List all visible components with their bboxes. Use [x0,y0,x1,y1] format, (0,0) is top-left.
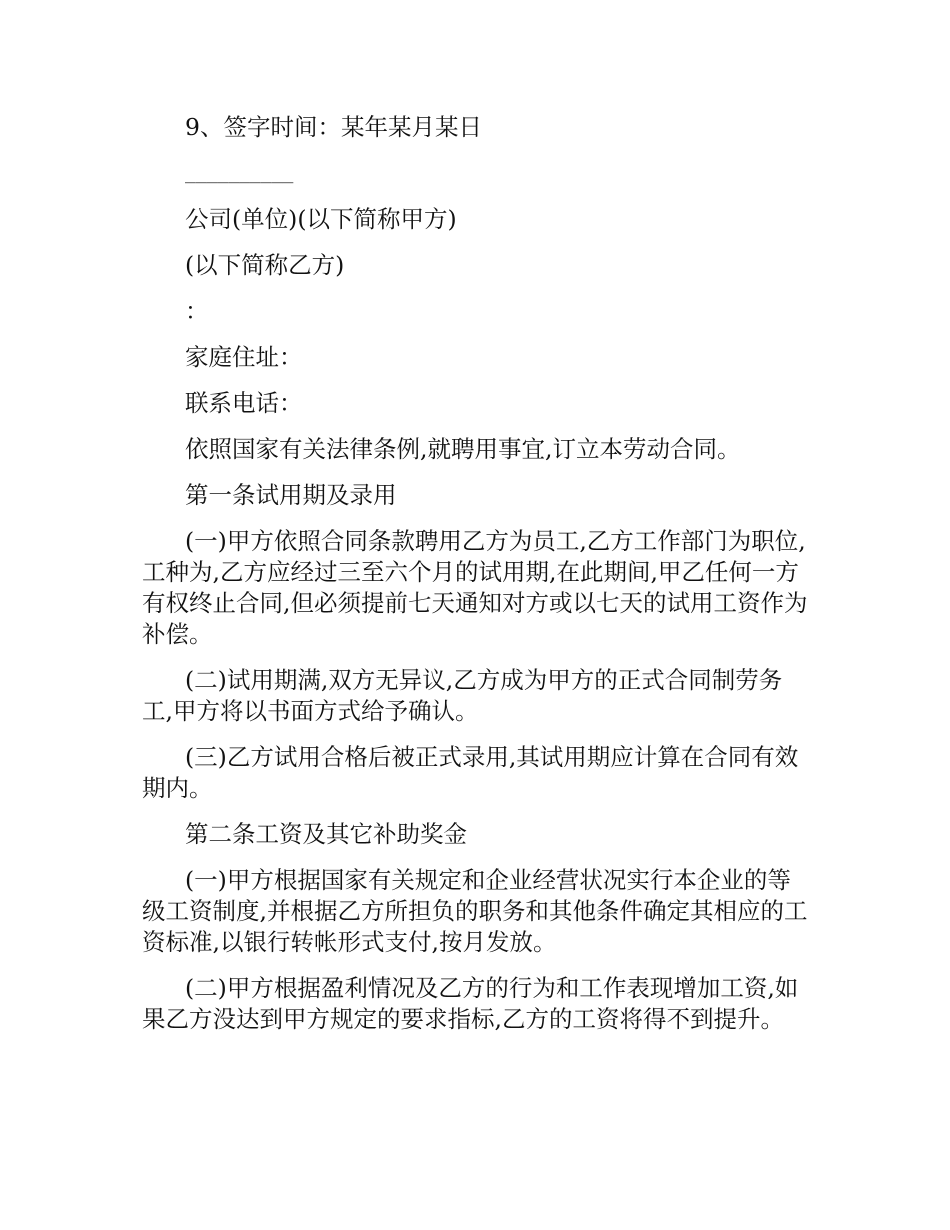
spacer [142,327,810,342]
article1-clause2: (二)试用期满,双方无异议,乙方成为甲方的正式合同制劳务工,甲方将以书面方式给予确认。 [142,666,783,725]
article2-clause1: (一)甲方根据国家有关规定和企业经营状况实行本企业的等级工资制度,并根据乙方所担负的职务和其他条件确定其相应的工资标准,以银行转帐形式支付,按月发放。 [142,866,808,956]
spacer [142,511,810,526]
spacer [142,419,810,434]
article2-clause2: (二)甲方根据盈利情况及乙方的行为和工作表现增加工资,如果乙方没达到甲方规定的要求指标,乙方的工资将得不到提升。 [142,974,799,1033]
spacer [142,804,810,819]
party-b-line: (以下简称乙方) [185,251,345,279]
signing-time-line: 9、签字时间：某年某月某日 [185,113,482,141]
colon-line: ： [185,297,209,325]
article2-title: 第二条工资及其它补助奖金 [185,820,467,848]
spacer [142,850,810,865]
spacer [142,958,810,973]
spacer [142,235,810,250]
spacer [142,189,810,204]
article1-clause1: (一)甲方依照合同条款聘用乙方为员工,乙方工作部门为职位,工种为,乙方应经过三至六个月的试用期,在此期间,甲乙任何一方有权终止合同,但必须提前七天通知对方或以七天的试用工资作为补偿。 [142,527,808,648]
spacer [142,650,810,665]
phone-label: 联系电话： [185,389,303,417]
spacer [142,727,810,742]
spacer [142,373,810,388]
spacer [142,143,810,158]
home-address-label: 家庭住址： [185,343,303,371]
spacer [142,281,810,296]
separator-line: __________ [185,163,294,184]
party-a-line: 公司(单位)(以下简称甲方) [185,205,457,233]
preamble-paragraph: 依照国家有关法律条例,就聘用事宜,订立本劳动合同。 [185,435,741,463]
spacer [142,465,810,480]
document-body [142,112,810,1035]
article1-title: 第一条试用期及录用 [185,481,397,509]
article1-clause3: (三)乙方试用合格后被正式录用,其试用期应计算在合同有效期内。 [142,743,799,802]
